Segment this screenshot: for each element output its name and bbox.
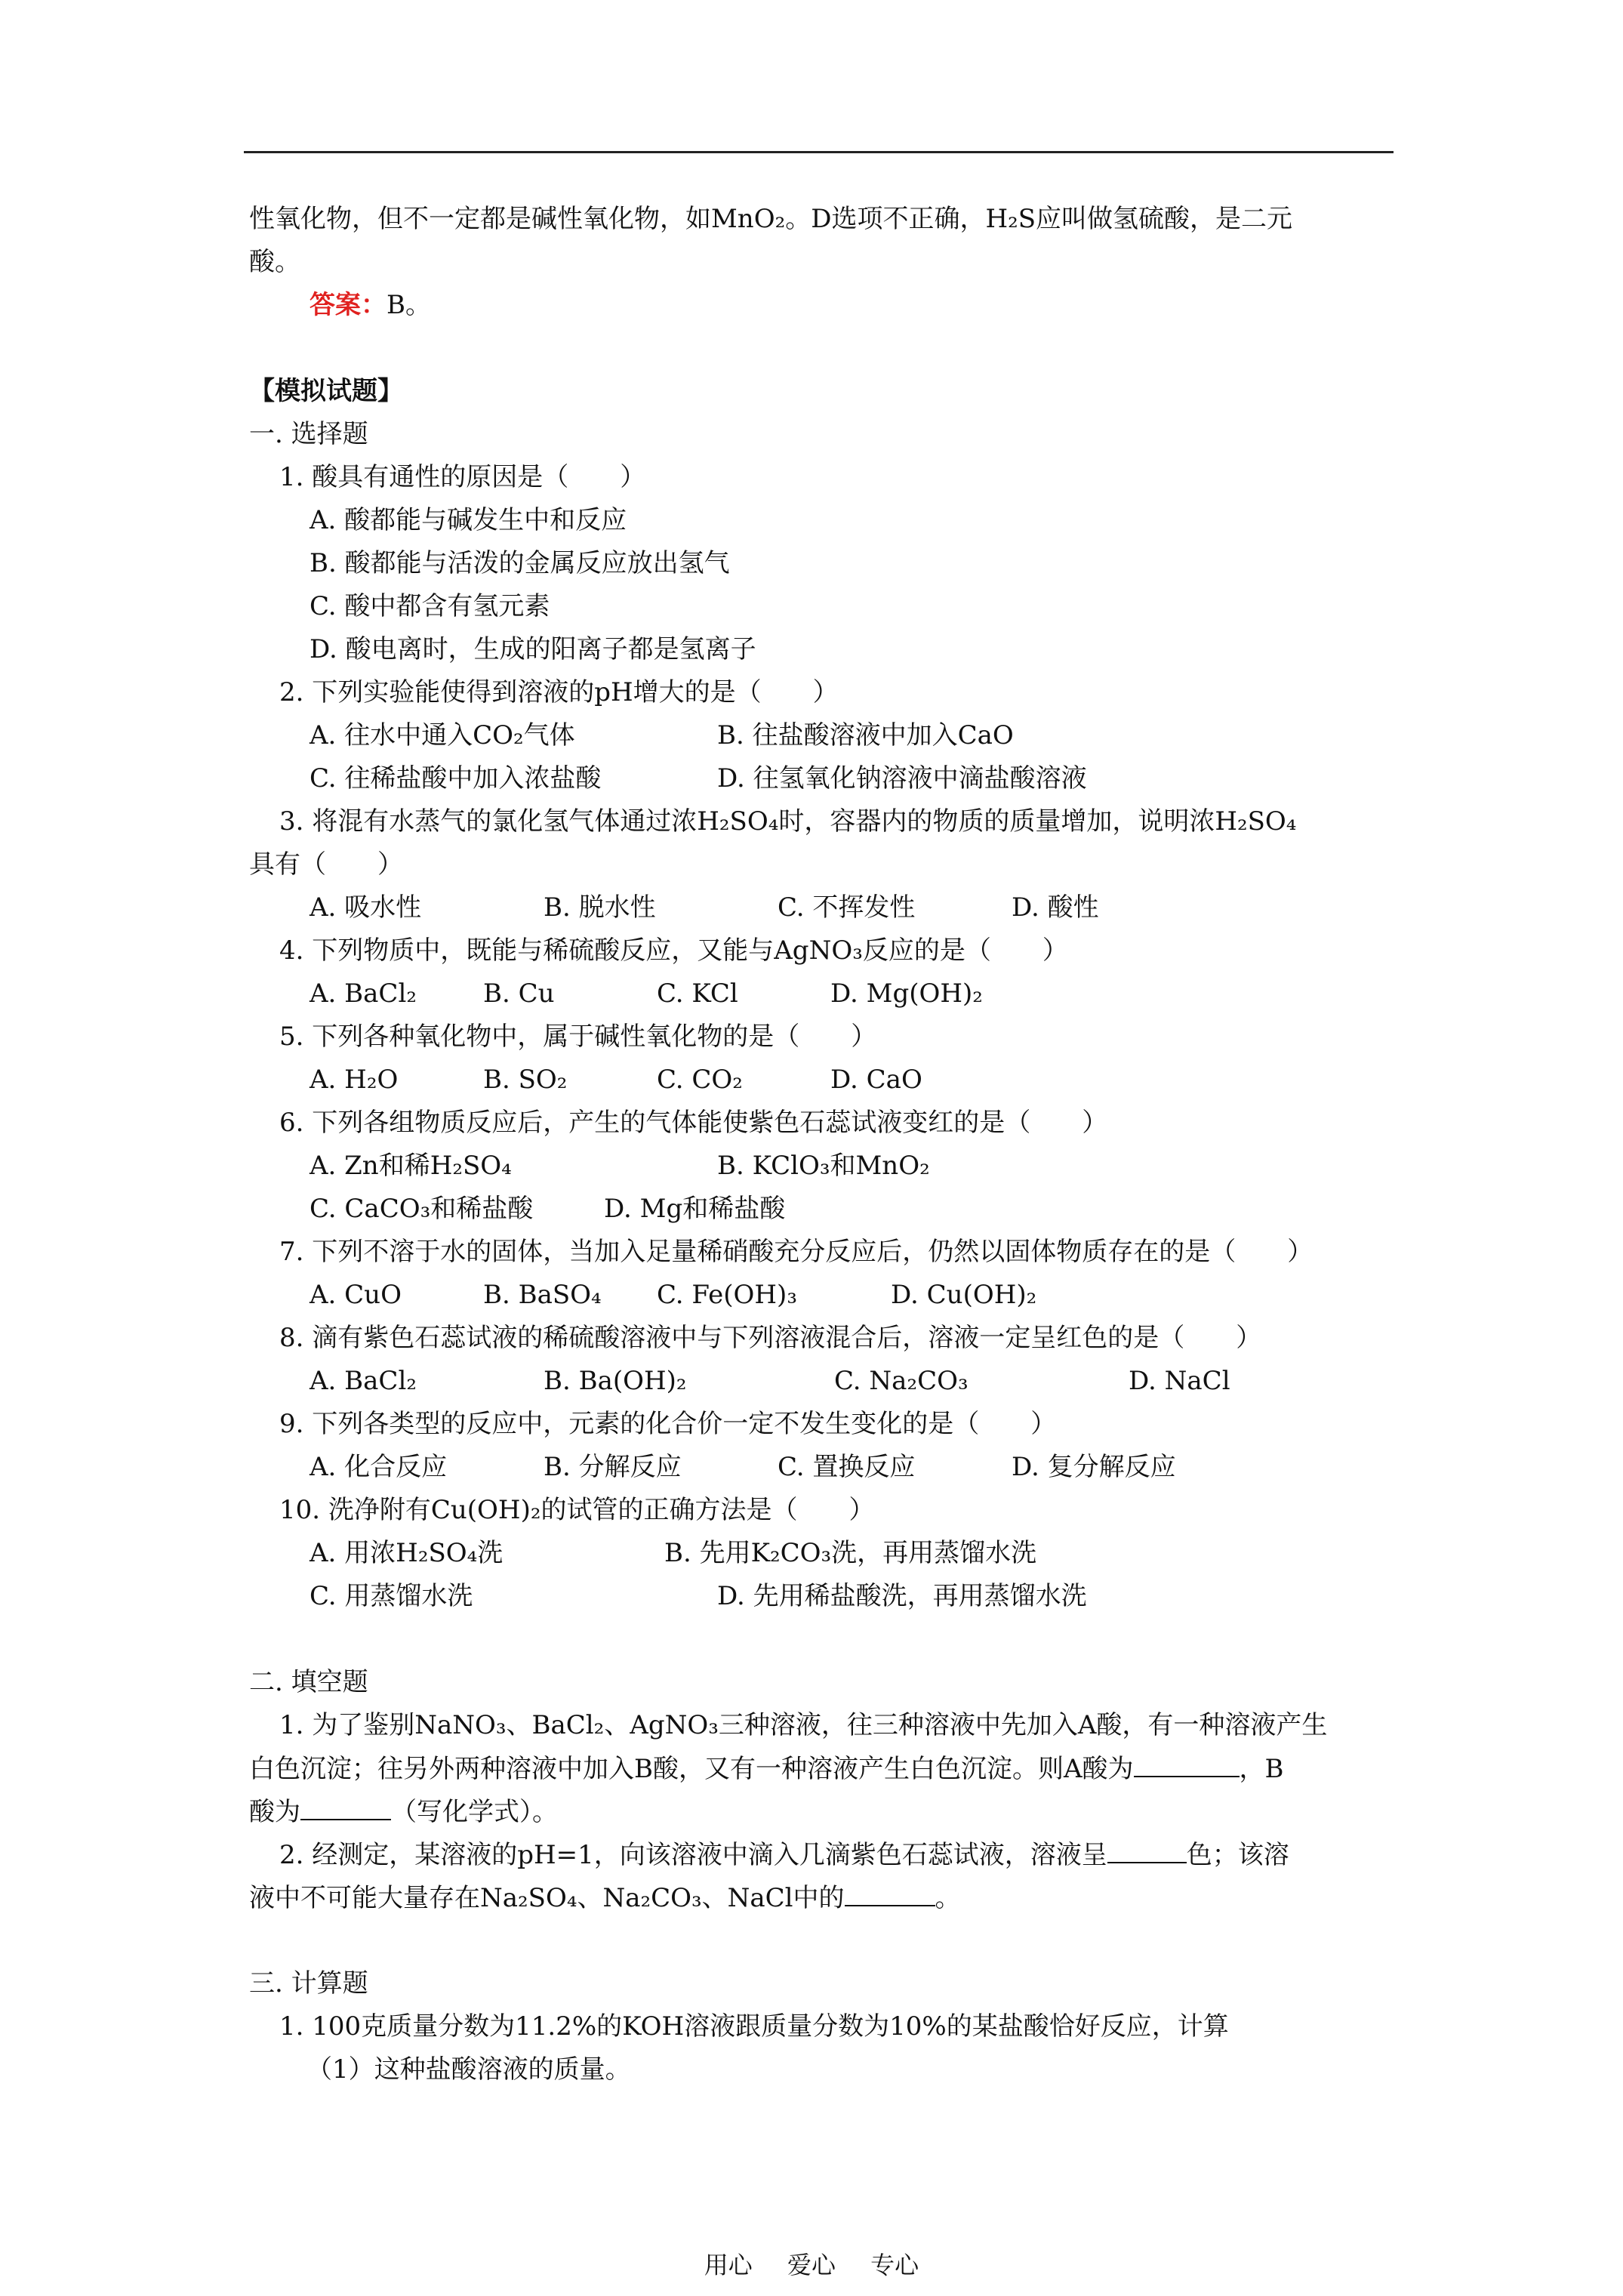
header-rule — [244, 151, 1394, 153]
q7-option-d: D. Cu(OH)₂ — [891, 1280, 1037, 1310]
q1-option-a: A. 酸都能与碱发生中和反应 — [310, 505, 627, 535]
q9-option-c: C. 置换反应 — [778, 1452, 916, 1482]
q3-option-b: B. 脱水性 — [544, 892, 656, 923]
question-7: 7. 下列不溶于水的固体，当加入足量稀硝酸充分反应后，仍然以固体物质存在的是（ ） — [279, 1237, 1313, 1267]
fill-q1-line-2 — [249, 1747, 1397, 1790]
q1-option-c: C. 酸中都含有氢元素 — [310, 591, 550, 621]
q2-option-a: A. 往水中通入CO₂气体 — [310, 720, 575, 750]
fill-q2-line-2 — [249, 1876, 1397, 1919]
q7-option-c: C. Fe(OH)₃ — [657, 1280, 797, 1310]
fill-q1-line-3-text: 酸为 — [249, 1797, 300, 1827]
page-content — [249, 198, 1397, 2091]
q3-option-c: C. 不挥发性 — [778, 892, 916, 923]
fill-q1-line-3 — [249, 1790, 1397, 1833]
q6-option-c: C. CaCO₃和稀盐酸 — [310, 1194, 534, 1224]
answer-blank-b-acid[interactable] — [300, 1790, 391, 1820]
question-9: 9. 下列各类型的反应中，元素的化合价一定不发生变化的是（ ） — [279, 1409, 1057, 1439]
q8-option-a: A. BaCl₂ — [310, 1366, 417, 1396]
q8-option-c: C. Na₂CO₃ — [834, 1366, 969, 1396]
fill-q2-line-2-text: 液中不可能大量存在Na₂SO₄、Na₂CO₃、NaCl中的 — [249, 1883, 845, 1913]
fill-q2-line-1-text: 2. 经测定，某溶液的pH=1，向该溶液中滴入几滴紫色石蕊试液，溶液呈 — [279, 1840, 1107, 1870]
q10-options-ab — [249, 1532, 1397, 1575]
q10-option-d: D. 先用稀盐酸洗，再用蒸馏水洗 — [717, 1581, 1087, 1611]
q6-option-b: B. KClO₃和MnO₂ — [717, 1151, 930, 1181]
q9-option-b: B. 分解反应 — [544, 1452, 682, 1482]
q5-option-b: B. SO₂ — [483, 1065, 568, 1095]
fill-q1-line-1: 1. 为了鉴别NaNO₃、BaCl₂、AgNO₃三种溶液，往三种溶液中先加入A酸，有一种溶液产生 — [279, 1710, 1328, 1740]
q1-option-b: B. 酸都能与活泼的金属反应放出氢气 — [310, 548, 730, 578]
q7-option-b: B. BaSO₄ — [483, 1280, 602, 1310]
q4-option-c: C. KCl — [657, 978, 738, 1009]
question-10: 10. 洗净附有Cu(OH)₂的试管的正确方法是（ ） — [279, 1495, 875, 1525]
q8-options — [249, 1360, 1397, 1403]
q6-options-cd — [249, 1188, 1397, 1231]
question-4: 4. 下列物质中，既能与稀硫酸反应，又能与AgNO₃反应的是（ ） — [279, 935, 1068, 966]
question-8: 8. 滴有紫色石蕊试液的稀硫酸溶液中与下列溶液混合后，溶液一定呈红色的是（ ） — [279, 1323, 1262, 1353]
q10-option-a: A. 用浓H₂SO₄洗 — [310, 1538, 504, 1568]
answer-blank-color[interactable] — [1107, 1833, 1187, 1863]
q4-option-d: D. Mg(OH)₂ — [830, 978, 983, 1009]
question-6: 6. 下列各组物质反应后，产生的气体能使紫色石蕊试液变红的是（ ） — [279, 1108, 1108, 1138]
q7-option-a: A. CuO — [310, 1280, 402, 1310]
calc-question-1-sub-1: （1）这种盐酸溶液的质量。 — [306, 2054, 631, 2085]
calc-heading: 三. 计算题 — [249, 1968, 368, 1999]
q5-option-c: C. CO₂ — [657, 1065, 743, 1095]
page-footer — [0, 2246, 1623, 2281]
footer-word-1: 用心 — [704, 2251, 753, 2279]
q2-options-cd — [249, 757, 1397, 800]
fill-q2-line-1 — [249, 1833, 1397, 1876]
question-5: 5. 下列各种氧化物中，属于碱性氧化物的是（ ） — [279, 1022, 877, 1052]
q1-option-d: D. 酸电离时，生成的阳离子都是氢离子 — [310, 634, 756, 664]
q4-options — [249, 972, 1397, 1015]
fill-q2-line-2-tail: 。 — [935, 1883, 961, 1913]
q3-options — [249, 886, 1397, 929]
q6-options-ab — [249, 1145, 1397, 1188]
q4-option-b: B. Cu — [483, 978, 555, 1009]
question-3: 3. 将混有水蒸气的氯化氢气体通过浓H₂SO₄时，容器内的物质的质量增加，说明浓H₂SO₄ — [279, 806, 1297, 837]
fill-q1-line-3-tail: （写化学式）。 — [391, 1797, 558, 1827]
intro-line-1: 性氧化物，但不一定都是碱性氧化物，如MnO₂。D选项不正确，H₂S应叫做氢硫酸，是二元 — [249, 204, 1293, 234]
q2-option-c: C. 往稀盐酸中加入浓盐酸 — [310, 763, 602, 794]
fill-q2-line-1-tail: 色；该溶 — [1186, 1840, 1289, 1870]
q8-option-d: D. NaCl — [1129, 1366, 1230, 1396]
section-title: 【模拟试题】 — [249, 376, 403, 406]
q8-option-b: B. Ba(OH)₂ — [544, 1366, 687, 1396]
q9-option-d: D. 复分解反应 — [1012, 1452, 1176, 1482]
answer-value: B。 — [387, 290, 431, 320]
answer-line — [249, 284, 1397, 327]
q10-option-b: B. 先用K₂CO₃洗，再用蒸馏水洗 — [664, 1538, 1037, 1568]
q9-option-a: A. 化合反应 — [310, 1452, 448, 1482]
answer-label: 答案： — [310, 290, 387, 320]
fill-q1-line-2-tail: ，B — [1239, 1754, 1284, 1784]
calc-question-1: 1. 100克质量分数为11.2%的KOH溶液跟质量分数为10%的某盐酸恰好反应，计算 — [279, 2011, 1229, 2042]
q2-options-ab — [249, 714, 1397, 757]
q5-option-a: A. H₂O — [310, 1065, 399, 1095]
q5-option-d: D. CaO — [830, 1065, 922, 1095]
q3-option-a: A. 吸水性 — [310, 892, 422, 923]
footer-word-3: 专心 — [870, 2251, 919, 2279]
q4-option-a: A. BaCl₂ — [310, 978, 417, 1009]
q10-option-c: C. 用蒸馏水洗 — [310, 1581, 473, 1611]
answer-blank-a-acid[interactable] — [1134, 1747, 1240, 1777]
footer-word-2: 爱心 — [787, 2251, 836, 2279]
choice-heading: 一. 选择题 — [249, 419, 368, 449]
q10-options-cd — [249, 1575, 1397, 1618]
q3-option-d: D. 酸性 — [1012, 892, 1099, 923]
fill-q1-line-2-text: 白色沉淀；往另外两种溶液中加入B酸，又有一种溶液产生白色沉淀。则A酸为 — [249, 1754, 1134, 1784]
q6-option-a: A. Zn和稀H₂SO₄ — [310, 1151, 512, 1181]
q9-options — [249, 1446, 1397, 1489]
question-1: 1. 酸具有通性的原因是（ ） — [279, 462, 646, 492]
q7-options — [249, 1274, 1397, 1317]
question-2: 2. 下列实验能使得到溶液的pH增大的是（ ） — [279, 677, 839, 707]
question-3-cont: 具有（ ） — [249, 849, 403, 880]
intro-line-2: 酸。 — [249, 247, 300, 277]
q2-option-d: D. 往氢氧化钠溶液中滴盐酸溶液 — [717, 763, 1087, 794]
answer-blank-substance[interactable] — [845, 1876, 935, 1906]
q5-options — [249, 1059, 1397, 1102]
q6-option-d: D. Mg和稀盐酸 — [604, 1194, 786, 1224]
fill-heading: 二. 填空题 — [249, 1667, 368, 1697]
q2-option-b: B. 往盐酸溶液中加入CaO — [717, 720, 1014, 750]
